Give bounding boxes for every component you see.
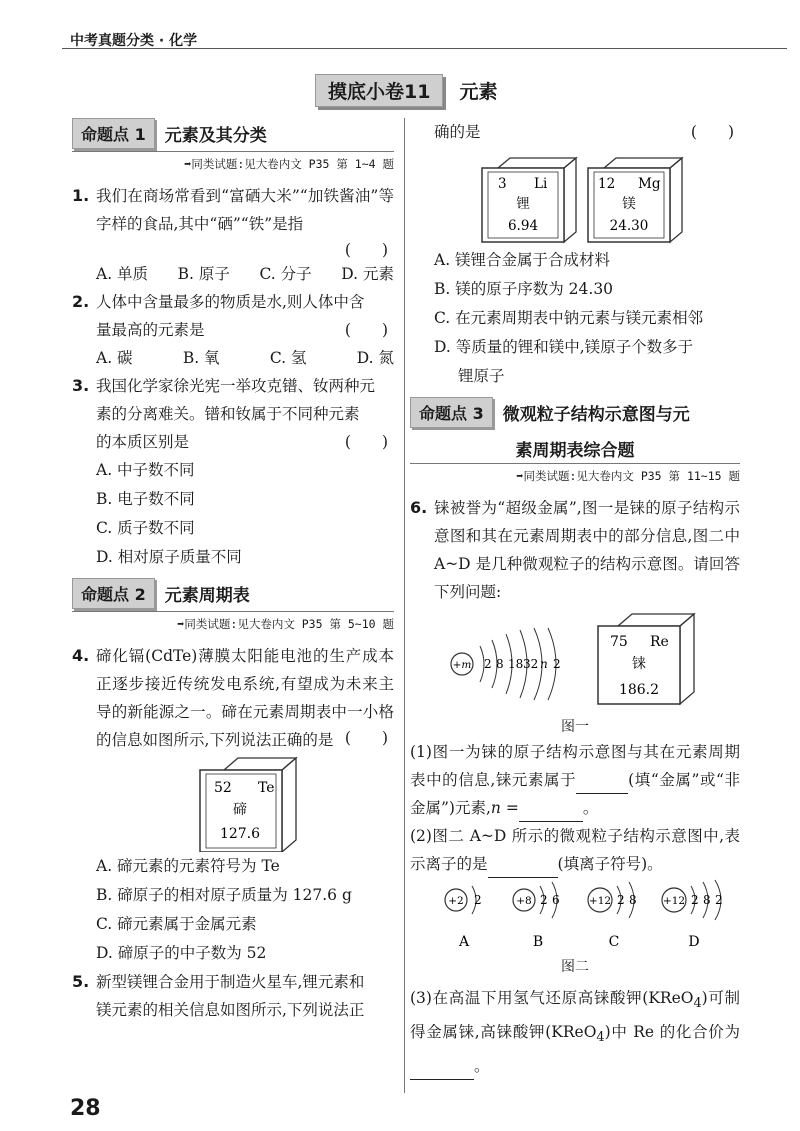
shell-electrons: 2: [553, 657, 561, 671]
option-d-cont: 锂原子: [458, 367, 505, 385]
particle-label: A: [458, 934, 470, 950]
question-text: 碲化镉(CdTe)薄膜太阳能电池的生产成本正逐步接近传统发电系统,有望成为未来主导的新能源之一。碲在元素周期表中一小格的信息如图所示,下列说法正确的是: [96, 647, 394, 749]
option-a: A. 中子数不同: [96, 461, 195, 479]
atomic-number: 52: [214, 780, 232, 796]
section-3-header: [410, 397, 740, 430]
section-name-line2: 素周期表综合题: [410, 432, 740, 464]
shell-electrons: 8: [703, 893, 711, 907]
answer-blank[interactable]: [519, 803, 583, 822]
nucleus-charge: +m: [452, 659, 472, 671]
question-text: 新型镁锂合金用于制造火星车,锂元素和: [96, 973, 365, 991]
options-row: [72, 344, 394, 372]
question-4: 4. 碲化镉(CdTe)薄膜太阳能电池的生产成本正逐步接近传统发电系统,有望成为未来主导的新能源之一。碲在元素周期表中一小格的信息如图所示,下列说法正确的是: [72, 642, 394, 754]
answer-paren: ( ): [344, 321, 388, 339]
nucleus-charge: +8: [516, 895, 532, 907]
shell-electrons: 32: [523, 657, 539, 671]
atomic-mass: 186.2: [618, 682, 660, 698]
paper-topic: 元素: [459, 80, 498, 103]
section-tag: 命题点 3: [410, 397, 493, 428]
element-name: 铼: [632, 656, 646, 672]
figure-1-caption: 图一: [561, 719, 589, 735]
element-symbol: Li: [534, 176, 548, 192]
question-2: 2. 人体中含量最多的物质是水,则人体中含: [72, 288, 394, 316]
element-cells-figure: [410, 146, 740, 246]
option-d: D. 等质量的锂和镁中,镁原子个数多于: [434, 338, 694, 356]
question-6: 6. 铼被誉为“超级金属”,图一是铼的原子结构示意图和其在元素周期表中的部分信息,图二中 A~D 是几种微观粒子的结构示意图。请回答下列问题:: [410, 494, 740, 606]
atomic-number: 3: [498, 176, 507, 192]
element-symbol: Mg: [638, 176, 661, 192]
question-text: 我国化学家徐光宪一举攻克镨、钕两种元: [96, 377, 376, 395]
shell-electrons: 2: [540, 893, 548, 907]
atomic-number: 75: [610, 634, 628, 650]
element-cells-li-mg: [410, 146, 740, 246]
shell-electrons: 2: [617, 893, 625, 907]
section-tag: 命题点 1: [72, 118, 155, 149]
shell-electrons: 2: [484, 657, 492, 671]
atomic-mass: 24.30: [609, 218, 649, 234]
option-c: C. 氢: [269, 349, 307, 367]
question-text: 人体中含量最多的物质是水,则人体中含: [96, 293, 365, 311]
option-c: C. 分子: [259, 265, 312, 283]
element-symbol: Re: [650, 634, 669, 650]
atomic-mass: 127.6: [219, 826, 261, 842]
nucleus-charge: +12: [662, 895, 686, 907]
option-b: B. 镁的原子序数为 24.30: [434, 280, 614, 298]
option-b: B. 碲原子的相对原子质量为 127.6 g: [96, 886, 352, 904]
nucleus-charge: +12: [588, 895, 612, 907]
question-2-line2: 量最高的元素是 ( ): [72, 316, 394, 344]
same-type-note: ➡同类试题:见大卷内文 P35 第 5~10 题: [177, 617, 394, 631]
atomic-mass: 6.94: [507, 218, 539, 234]
section-name: 元素周期表: [164, 586, 250, 606]
shell-electrons: 8: [629, 893, 637, 907]
particle-label: C: [608, 934, 620, 950]
shell-electrons: 8: [496, 657, 504, 671]
section-1-header: [72, 118, 394, 152]
shell-electrons: 2: [474, 893, 482, 907]
nucleus-charge: +2: [448, 895, 464, 907]
question-5-cont: 确的是 ( ): [410, 118, 740, 146]
particle-label: D: [688, 934, 700, 950]
column-divider: [404, 118, 405, 1093]
answer-paren: ( ): [344, 729, 388, 747]
question-text: 铼被誉为“超级金属”,图一是铼的原子结构示意图和其在元素周期表中的部分信息,图二中 A~D 是几种微观粒子的结构示意图。请回答下列问题:: [434, 499, 740, 601]
same-type-note: ➡同类试题:见大卷内文 P35 第 11~15 题: [516, 469, 740, 483]
left-column: 命题点 1 元素及其分类 ➡同类试题:见大卷内文 P35 第 1~4 题 1. 我们在商场常看到“富硒大米”“加铁酱油”等字样的食品,其中“硒”“铁”是指 ( ) A. 单质 B. 原子 C. 分子 D. 元素 2. 人体中含量最多的物质是水,则人体中含 量最高的元素是 ( ) A. 碳 B. 氧 C. 氢 D. 氮 3. 我国化学家徐光宪一举攻克镨、钕两种元 素的分离难关。镨和钕属于不同种元素 的本质区别是 ( ) A. 中子数不同 B. 电子数不同 C. 质子数不同 D. 相对原子质量不同 命题点 2 元素周期表 ➡同类试题:见大卷内文 P35 第 5~10 题 4. 碲化镉(CdTe)薄膜太阳能电池的生产成本正逐步接近传统发电系统,有望成为未来主导的新能源之一。碲在元素周期表中一小格的信息如图所示,下列说法正确的是 ( ) 52 Te 碲 127.6 A. 碲元素的元素符号为 Te B. 碲原子的相对原子质量为 127.6 g C. 碲元素属于金属元素 D. 碲原子的中子数为 52 5. 新型镁锂合金用于制造火星车,锂元素和 镁元素的相关信息如图所示,下列说法正: [72, 118, 394, 1024]
particle-label: B: [532, 934, 544, 950]
element-name: 碲: [233, 802, 247, 818]
atomic-number: 12: [598, 176, 616, 192]
same-type-note: ➡同类试题:见大卷内文 P35 第 1~4 题: [184, 157, 394, 171]
figure-2: [410, 878, 740, 956]
option-a: A. 镁锂合金属于合成材料: [434, 251, 611, 269]
header-divider: [62, 48, 787, 49]
answer-blank[interactable]: [488, 859, 558, 878]
question-3: 3. 我国化学家徐光宪一举攻克镨、钕两种元: [72, 372, 394, 400]
answer-blank[interactable]: [576, 775, 628, 794]
rhenium-figure: [410, 606, 740, 716]
option-c: C. 碲元素属于金属元素: [96, 915, 257, 933]
shell-electrons: 2: [715, 893, 723, 907]
sub-question-2: (2)图二 A~D 所示的微观粒子结构示意图中,表示离子的是 (填离子符号)。: [410, 822, 740, 878]
option-b: B. 电子数不同: [96, 490, 195, 508]
option-d: D. 氮: [356, 349, 394, 367]
option-a: A. 单质: [96, 265, 149, 283]
element-cell-figure: [72, 748, 394, 852]
option-b: B. 氧: [182, 349, 220, 367]
question-5: 5. 新型镁锂合金用于制造火星车,锂元素和: [72, 968, 394, 996]
option-c: C. 质子数不同: [96, 519, 195, 537]
shell-electrons: 6: [552, 893, 560, 907]
answer-paren: ( ): [344, 433, 388, 451]
element-symbol: Te: [258, 780, 275, 796]
series-title: 中考真题分类 · 化学: [70, 33, 198, 49]
answer-paren: ( ): [690, 123, 734, 141]
section-tag: 命题点 2: [72, 578, 155, 609]
paper-title: 摸底小卷11: [315, 74, 443, 107]
right-arrow-icon: ➡: [177, 617, 185, 631]
answer-blank[interactable]: [410, 1061, 474, 1080]
section-name: 元素及其分类: [164, 126, 267, 146]
element-cell-te: [72, 748, 394, 852]
figure-1: [410, 606, 740, 716]
option-a: A. 碲元素的元素符号为 Te: [96, 857, 280, 875]
right-arrow-icon: ➡: [516, 469, 524, 483]
element-name: 镁: [622, 196, 636, 212]
answer-paren: ( ): [344, 241, 388, 259]
element-name: 锂: [516, 196, 530, 212]
option-d: D. 碲原子的中子数为 52: [96, 944, 267, 962]
figure-2-caption: 图二: [561, 959, 589, 975]
sub-question-3: (3)在高温下用氢气还原高铼酸钾(KReO$_4$)可制得金属铼,高铼酸钾(KReO$_4$)中 Re 的化合价为。: [410, 984, 740, 1080]
shell-electrons: 2: [691, 893, 699, 907]
shell-electrons: 18: [508, 657, 524, 671]
section-name: 微观粒子结构示意图与元: [502, 405, 690, 425]
option-d: D. 相对原子质量不同: [96, 548, 242, 566]
particles-figure: [410, 878, 740, 956]
shell-electrons: n: [540, 657, 548, 671]
question-text: 我们在商场常看到“富硒大米”“加铁酱油”等字样的食品,其中“硒”“铁”是指: [96, 187, 394, 233]
page-number: 28: [70, 1096, 101, 1121]
sub-question-1: (1)图一为铼的原子结构示意图与其在元素周期表中的信息,铼元素属于 (填“金属”或“非金属”)元素,n = 。: [410, 738, 740, 822]
option-b: B. 原子: [177, 265, 230, 283]
question-1: 1. 我们在商场常看到“富硒大米”“加铁酱油”等字样的食品,其中“硒”“铁”是指: [72, 182, 394, 238]
section-2-header: [72, 578, 394, 612]
option-c: C. 在元素周期表中钠元素与镁元素相邻: [434, 309, 704, 327]
right-arrow-icon: ➡: [184, 157, 192, 171]
right-column: [410, 118, 740, 1080]
paper-title-block: [315, 74, 497, 106]
option-d: D. 元素: [341, 265, 394, 283]
options-row: [72, 260, 394, 288]
option-a: A. 碳: [96, 349, 133, 367]
